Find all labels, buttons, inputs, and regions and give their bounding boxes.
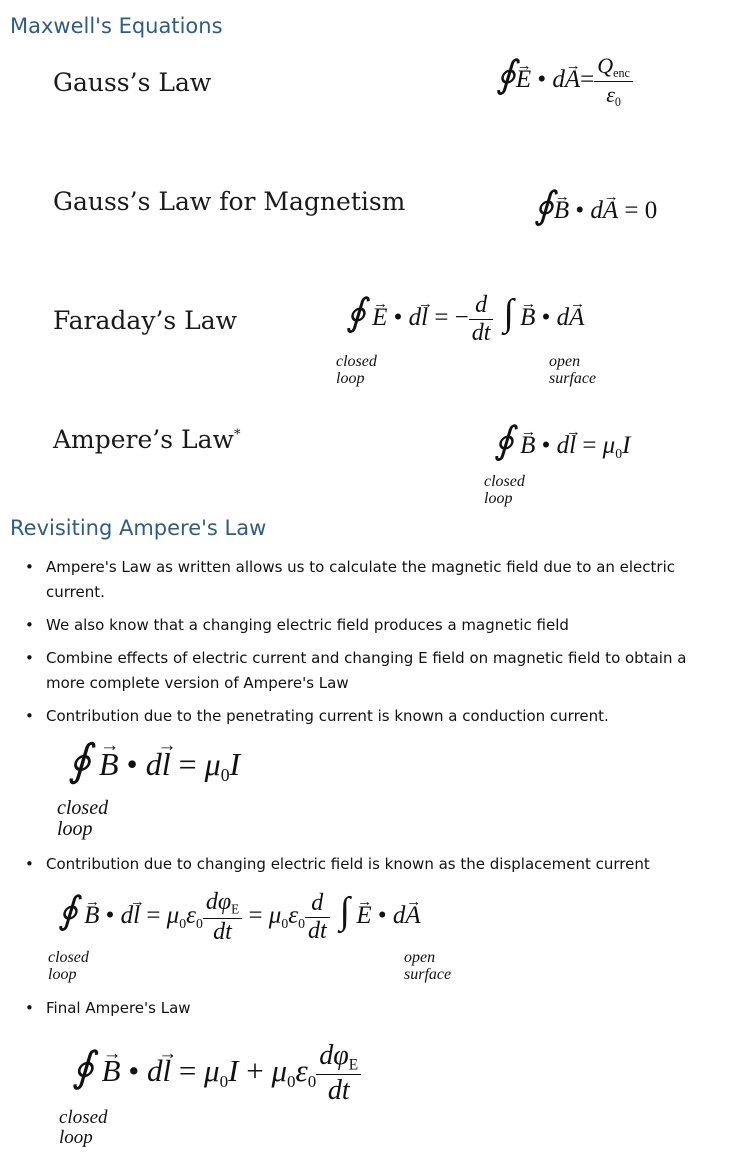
list-item: • Ampere's Law as written allows us to calculate the magnetic field due to an electric current. [0,555,730,605]
equation-displacement-current: ∮ → B • $d\to l = \mu_0\varepsilon_0$ $\frac{d\varphi_E}{dt}$ = $\mu_0\varepsilon_0$ $\frac{d}{dt}$ ∫ → E • d→ A [58,888,421,946]
equation-gauss: ∮→ E • d→ A= $\frac{Q_{enc}}{\varepsilon_0}$ [496,52,633,110]
label-closed-loop: closed loop [48,949,89,983]
list-item: • Combine effects of electric current and changing E field on magnetic field to obtain a more complete version of Ampere's Law [0,646,730,696]
equation-final-ampere: ∮ → B • $d\to l = \mu_0I + \mu_0\varepsilon_0$ $\frac{d\varphi_E}{dt}$ [72,1040,361,1107]
label-closed-loop: closed loop [336,353,377,387]
list-item: • Contribution due to changing electric field is known as the displacement current [0,852,730,877]
law-name-gauss-magnetism: Gauss’s Law for Magnetism [53,187,406,216]
section-heading-maxwell: Maxwell's Equations [10,14,223,38]
label-closed-loop: closed loop [484,473,525,507]
law-name-faraday: Faraday’s Law [53,306,238,335]
bullet-list [0,996,730,1021]
list-item: • We also know that a changing electric field produces a magnetic field [0,613,730,638]
equation-faraday: ∮ → E • d→ l = − $\frac{d}{dt}$ ∫ → B • d→ A [346,290,584,347]
equation-ampere: ∮ → B • $d\to l = \mu_0I$ [494,418,630,463]
label-open-surface: open surface [549,353,597,387]
section-heading-ampere: Revisiting Ampere's Law [10,516,267,540]
bullet-list [0,852,730,877]
label-closed-loop: closed loop [59,1107,108,1148]
bullet-list [0,555,730,729]
list-item: • Contribution due to the penetrating current is known a conduction current. [0,704,730,729]
law-name-ampere: Ampere’s Law* [53,425,241,454]
law-name-gauss: Gauss’s Law [53,68,212,97]
label-open-surface: open surface [404,949,452,983]
list-item: • Final Ampere's Law [0,996,730,1021]
equation-conduction-current: ∮ → B • $d\to l = \mu_0I$ [68,735,240,786]
label-closed-loop: closed loop [57,797,109,840]
equation-gauss-magnetism: ∮→ B • d→ A = 0 [534,183,657,228]
